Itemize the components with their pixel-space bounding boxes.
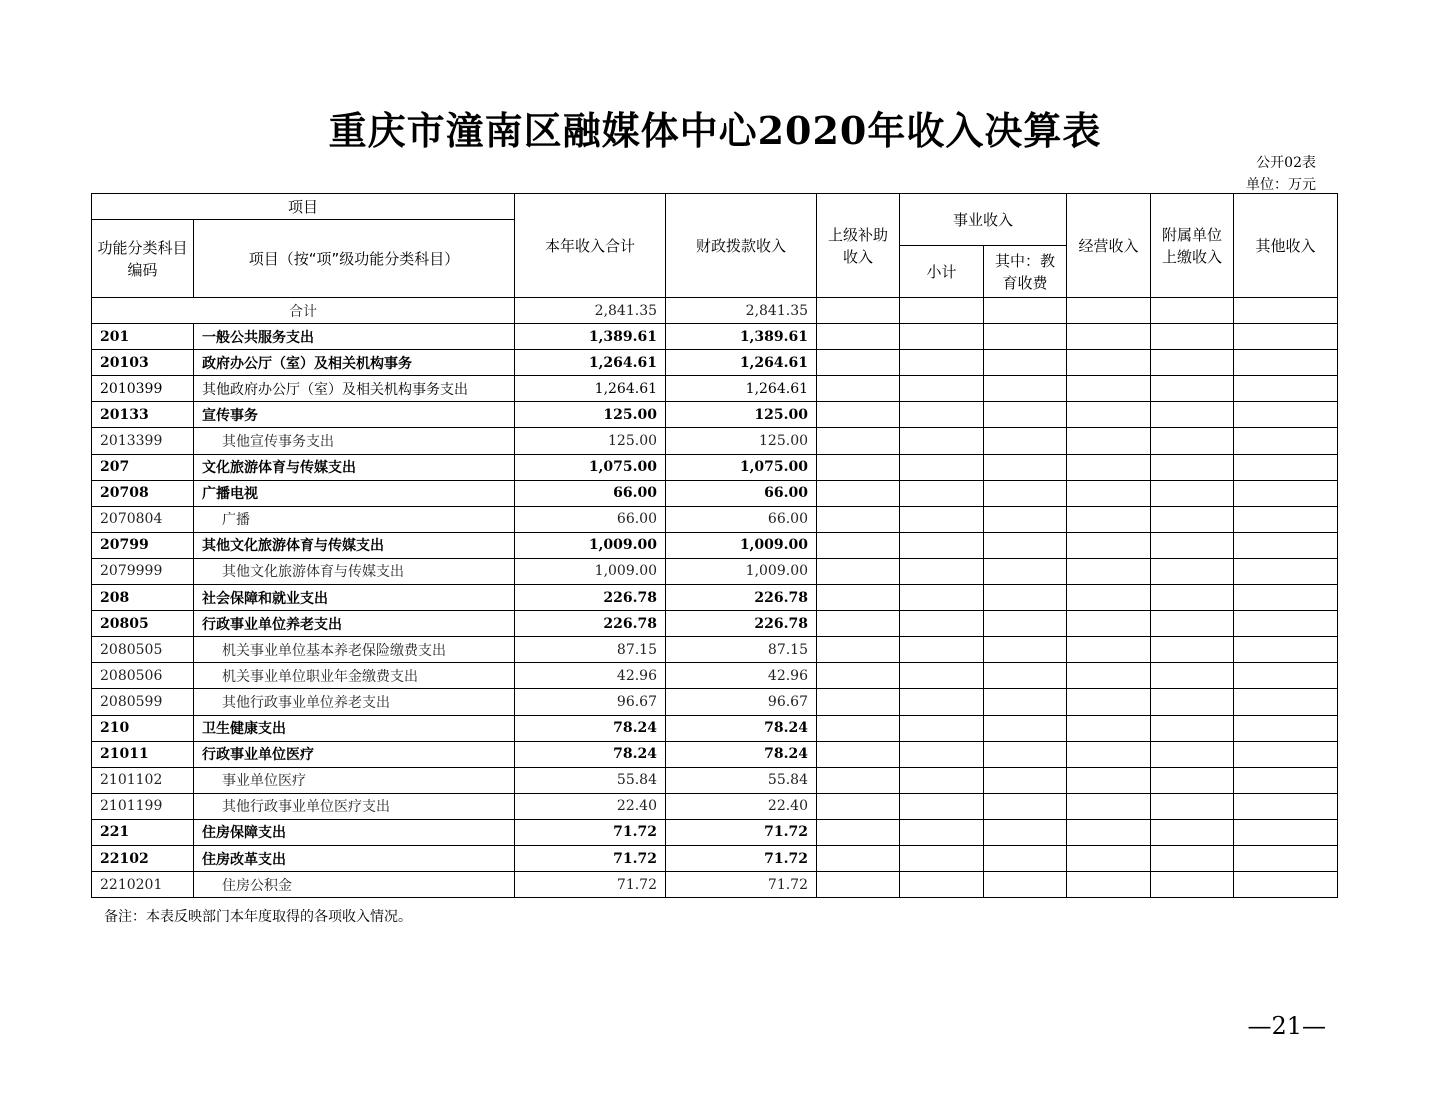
row-fiscal-allocation: 78.24 bbox=[666, 741, 817, 767]
table-row bbox=[92, 324, 1338, 350]
row-business-subtotal bbox=[900, 558, 984, 584]
row-operating-income bbox=[1067, 767, 1151, 793]
row-upper-subsidy bbox=[817, 428, 900, 454]
row-upper-subsidy bbox=[817, 585, 900, 611]
row-affiliated-income bbox=[1151, 350, 1234, 376]
row-name: 住房改革支出 bbox=[194, 845, 515, 871]
row-business-subtotal bbox=[900, 819, 984, 845]
row-name: 政府办公厅（室）及相关机构事务 bbox=[194, 350, 515, 376]
row-total-income: 66.00 bbox=[515, 506, 666, 532]
row-fiscal-allocation: 66.00 bbox=[666, 480, 817, 506]
row-education-fee bbox=[984, 689, 1067, 715]
row-affiliated-income bbox=[1151, 689, 1234, 715]
row-upper-subsidy bbox=[817, 741, 900, 767]
row-fiscal-allocation: 1,264.61 bbox=[666, 376, 817, 402]
row-operating-income bbox=[1067, 454, 1151, 480]
row-business-subtotal bbox=[900, 872, 984, 898]
row-fiscal-allocation: 87.15 bbox=[666, 637, 817, 663]
table-row bbox=[92, 506, 1338, 532]
table-row bbox=[92, 845, 1338, 871]
row-code: 2079999 bbox=[92, 558, 194, 584]
row-name: 文化旅游体育与传媒支出 bbox=[194, 454, 515, 480]
row-operating-income bbox=[1067, 324, 1151, 350]
page-title: 重庆市潼南区融媒体中心2020年收入决算表 bbox=[328, 108, 1102, 153]
row-business-subtotal bbox=[900, 637, 984, 663]
row-fiscal-allocation: 1,009.00 bbox=[666, 532, 817, 558]
row-other-income bbox=[1234, 689, 1338, 715]
row-operating-income bbox=[1067, 637, 1151, 663]
row-affiliated-income bbox=[1151, 767, 1234, 793]
row-operating-income bbox=[1067, 689, 1151, 715]
row-business-subtotal bbox=[900, 585, 984, 611]
row-operating-income bbox=[1067, 845, 1151, 871]
row-education-fee bbox=[984, 585, 1067, 611]
row-business-subtotal bbox=[900, 793, 984, 819]
header-fiscal-allocation: 财政拨款收入 bbox=[666, 194, 817, 298]
row-other-income bbox=[1234, 767, 1338, 793]
row-code: 20708 bbox=[92, 480, 194, 506]
row-code: 20799 bbox=[92, 532, 194, 558]
income-table bbox=[91, 193, 1338, 898]
row-upper-subsidy bbox=[817, 532, 900, 558]
row-upper-subsidy bbox=[817, 454, 900, 480]
row-name: 广播 bbox=[194, 506, 515, 532]
row-upper-subsidy bbox=[817, 480, 900, 506]
row-upper-subsidy bbox=[817, 819, 900, 845]
table-row bbox=[92, 532, 1338, 558]
table-row bbox=[92, 663, 1338, 689]
table-row bbox=[92, 454, 1338, 480]
table-row bbox=[92, 872, 1338, 898]
row-education-fee bbox=[984, 611, 1067, 637]
row-code: 221 bbox=[92, 819, 194, 845]
header-item-name: 项目（按“项”级功能分类科目） bbox=[194, 220, 515, 298]
table-body bbox=[92, 298, 1338, 898]
row-education-fee bbox=[984, 402, 1067, 428]
row-business-subtotal bbox=[900, 767, 984, 793]
row-affiliated-income bbox=[1151, 663, 1234, 689]
row-total-income: 55.84 bbox=[515, 767, 666, 793]
row-education-fee bbox=[984, 845, 1067, 871]
row-affiliated-income bbox=[1151, 872, 1234, 898]
table-row bbox=[92, 793, 1338, 819]
header-education-fee: 其中：教育收费 bbox=[984, 246, 1067, 298]
row-other-income bbox=[1234, 324, 1338, 350]
row-operating-income bbox=[1067, 480, 1151, 506]
row-code: 2010399 bbox=[92, 376, 194, 402]
row-other-income bbox=[1234, 532, 1338, 558]
row-affiliated-income bbox=[1151, 585, 1234, 611]
row-other-income bbox=[1234, 506, 1338, 532]
row-education-fee bbox=[984, 506, 1067, 532]
row-education-fee bbox=[984, 558, 1067, 584]
row-code: 20805 bbox=[92, 611, 194, 637]
row-total-income: 66.00 bbox=[515, 480, 666, 506]
row-name: 其他宣传事务支出 bbox=[194, 428, 515, 454]
row-affiliated-income bbox=[1151, 611, 1234, 637]
row-total-income: 22.40 bbox=[515, 793, 666, 819]
row-upper-subsidy bbox=[817, 298, 900, 324]
row-other-income bbox=[1234, 454, 1338, 480]
header-project: 项目 bbox=[92, 194, 515, 220]
row-fiscal-allocation: 66.00 bbox=[666, 506, 817, 532]
row-business-subtotal bbox=[900, 689, 984, 715]
row-upper-subsidy bbox=[817, 767, 900, 793]
row-operating-income bbox=[1067, 611, 1151, 637]
row-operating-income bbox=[1067, 506, 1151, 532]
row-other-income bbox=[1234, 845, 1338, 871]
header-affiliated-income: 附属单位上缴收入 bbox=[1151, 194, 1234, 298]
row-code: 207 bbox=[92, 454, 194, 480]
row-total-income: 42.96 bbox=[515, 663, 666, 689]
row-business-subtotal bbox=[900, 845, 984, 871]
row-code: 20133 bbox=[92, 402, 194, 428]
row-education-fee bbox=[984, 376, 1067, 402]
unit-label: 单位：万元 bbox=[1246, 177, 1316, 193]
row-affiliated-income bbox=[1151, 793, 1234, 819]
row-total-income: 71.72 bbox=[515, 819, 666, 845]
row-other-income bbox=[1234, 350, 1338, 376]
row-name: 卫生健康支出 bbox=[194, 715, 515, 741]
row-other-income bbox=[1234, 298, 1338, 324]
row-name: 其他政府办公厅（室）及相关机构事务支出 bbox=[194, 376, 515, 402]
row-business-subtotal bbox=[900, 428, 984, 454]
row-fiscal-allocation: 71.72 bbox=[666, 819, 817, 845]
row-affiliated-income bbox=[1151, 376, 1234, 402]
row-name: 宣传事务 bbox=[194, 402, 515, 428]
row-fiscal-allocation: 1,264.61 bbox=[666, 350, 817, 376]
row-fiscal-allocation: 226.78 bbox=[666, 611, 817, 637]
row-upper-subsidy bbox=[817, 637, 900, 663]
row-operating-income bbox=[1067, 715, 1151, 741]
row-total-income: 87.15 bbox=[515, 637, 666, 663]
row-upper-subsidy bbox=[817, 845, 900, 871]
row-total-income: 71.72 bbox=[515, 872, 666, 898]
row-code: 2210201 bbox=[92, 872, 194, 898]
row-code: 210 bbox=[92, 715, 194, 741]
row-affiliated-income bbox=[1151, 454, 1234, 480]
row-operating-income bbox=[1067, 558, 1151, 584]
row-other-income bbox=[1234, 793, 1338, 819]
row-other-income bbox=[1234, 376, 1338, 402]
row-name: 行政事业单位医疗 bbox=[194, 741, 515, 767]
row-total-income: 96.67 bbox=[515, 689, 666, 715]
table-row bbox=[92, 689, 1338, 715]
row-education-fee bbox=[984, 715, 1067, 741]
row-name: 机关事业单位基本养老保险缴费支出 bbox=[194, 637, 515, 663]
header-operating-income: 经营收入 bbox=[1067, 194, 1151, 298]
row-upper-subsidy bbox=[817, 350, 900, 376]
row-affiliated-income bbox=[1151, 741, 1234, 767]
header-total-income: 本年收入合计 bbox=[515, 194, 666, 298]
row-other-income bbox=[1234, 741, 1338, 767]
row-fiscal-allocation: 226.78 bbox=[666, 585, 817, 611]
row-other-income bbox=[1234, 585, 1338, 611]
row-other-income bbox=[1234, 480, 1338, 506]
row-fiscal-allocation: 71.72 bbox=[666, 872, 817, 898]
row-total-income: 125.00 bbox=[515, 428, 666, 454]
row-education-fee bbox=[984, 637, 1067, 663]
footnote: 备注：本表反映部门本年度取得的各项收入情况。 bbox=[104, 909, 412, 925]
row-code: 20103 bbox=[92, 350, 194, 376]
row-code: 21011 bbox=[92, 741, 194, 767]
row-affiliated-income bbox=[1151, 558, 1234, 584]
row-name: 广播电视 bbox=[194, 480, 515, 506]
row-other-income bbox=[1234, 558, 1338, 584]
row-upper-subsidy bbox=[817, 506, 900, 532]
row-affiliated-income bbox=[1151, 637, 1234, 663]
row-business-subtotal bbox=[900, 454, 984, 480]
row-operating-income bbox=[1067, 428, 1151, 454]
row-name: 住房保障支出 bbox=[194, 819, 515, 845]
row-total-income: 1,264.61 bbox=[515, 376, 666, 402]
row-education-fee bbox=[984, 480, 1067, 506]
row-affiliated-income bbox=[1151, 324, 1234, 350]
header-upper-subsidy: 上级补助收入 bbox=[817, 194, 900, 298]
row-code: 2080505 bbox=[92, 637, 194, 663]
row-operating-income bbox=[1067, 298, 1151, 324]
form-code: 公开02表 bbox=[1256, 155, 1316, 171]
row-fiscal-allocation: 22.40 bbox=[666, 793, 817, 819]
row-other-income bbox=[1234, 402, 1338, 428]
row-affiliated-income bbox=[1151, 532, 1234, 558]
row-education-fee bbox=[984, 793, 1067, 819]
row-total-income: 1,075.00 bbox=[515, 454, 666, 480]
row-total-income: 2,841.35 bbox=[515, 298, 666, 324]
row-code: 22102 bbox=[92, 845, 194, 871]
row-affiliated-income bbox=[1151, 298, 1234, 324]
row-name: 住房公积金 bbox=[194, 872, 515, 898]
row-total-income: 1,264.61 bbox=[515, 350, 666, 376]
row-total-income: 226.78 bbox=[515, 611, 666, 637]
row-fiscal-allocation: 78.24 bbox=[666, 715, 817, 741]
table-row bbox=[92, 298, 1338, 324]
row-fiscal-allocation: 1,389.61 bbox=[666, 324, 817, 350]
row-code: 2013399 bbox=[92, 428, 194, 454]
row-fiscal-allocation: 71.72 bbox=[666, 845, 817, 871]
row-name: 其他文化旅游体育与传媒支出 bbox=[194, 558, 515, 584]
row-business-subtotal bbox=[900, 532, 984, 558]
table-row bbox=[92, 819, 1338, 845]
row-fiscal-allocation: 42.96 bbox=[666, 663, 817, 689]
table-row bbox=[92, 402, 1338, 428]
row-other-income bbox=[1234, 663, 1338, 689]
row-affiliated-income bbox=[1151, 428, 1234, 454]
row-business-subtotal bbox=[900, 402, 984, 428]
row-operating-income bbox=[1067, 741, 1151, 767]
table-row bbox=[92, 376, 1338, 402]
row-upper-subsidy bbox=[817, 689, 900, 715]
row-business-subtotal bbox=[900, 350, 984, 376]
row-other-income bbox=[1234, 428, 1338, 454]
table-row bbox=[92, 428, 1338, 454]
row-education-fee bbox=[984, 819, 1067, 845]
row-name: 一般公共服务支出 bbox=[194, 324, 515, 350]
row-education-fee bbox=[984, 298, 1067, 324]
table-row bbox=[92, 585, 1338, 611]
row-total-income: 125.00 bbox=[515, 402, 666, 428]
row-business-subtotal bbox=[900, 480, 984, 506]
row-affiliated-income bbox=[1151, 402, 1234, 428]
row-education-fee bbox=[984, 872, 1067, 898]
row-name: 其他文化旅游体育与传媒支出 bbox=[194, 532, 515, 558]
row-upper-subsidy bbox=[817, 715, 900, 741]
row-total-income: 226.78 bbox=[515, 585, 666, 611]
row-code: 2070804 bbox=[92, 506, 194, 532]
row-affiliated-income bbox=[1151, 845, 1234, 871]
table-row bbox=[92, 611, 1338, 637]
row-name: 其他行政事业单位医疗支出 bbox=[194, 793, 515, 819]
row-upper-subsidy bbox=[817, 663, 900, 689]
row-education-fee bbox=[984, 741, 1067, 767]
row-code: 2080599 bbox=[92, 689, 194, 715]
row-upper-subsidy bbox=[817, 793, 900, 819]
row-name: 机关事业单位职业年金缴费支出 bbox=[194, 663, 515, 689]
row-business-subtotal bbox=[900, 663, 984, 689]
row-affiliated-income bbox=[1151, 715, 1234, 741]
row-other-income bbox=[1234, 872, 1338, 898]
header-business-income: 事业收入 bbox=[900, 194, 1067, 246]
row-business-subtotal bbox=[900, 298, 984, 324]
row-fiscal-allocation: 125.00 bbox=[666, 402, 817, 428]
row-name: 合计 bbox=[92, 298, 515, 324]
row-total-income: 71.72 bbox=[515, 845, 666, 871]
row-other-income bbox=[1234, 611, 1338, 637]
row-other-income bbox=[1234, 637, 1338, 663]
row-operating-income bbox=[1067, 350, 1151, 376]
row-total-income: 78.24 bbox=[515, 741, 666, 767]
row-operating-income bbox=[1067, 402, 1151, 428]
row-fiscal-allocation: 125.00 bbox=[666, 428, 817, 454]
row-fiscal-allocation: 55.84 bbox=[666, 767, 817, 793]
row-upper-subsidy bbox=[817, 558, 900, 584]
table-row bbox=[92, 480, 1338, 506]
row-operating-income bbox=[1067, 532, 1151, 558]
row-total-income: 1,009.00 bbox=[515, 558, 666, 584]
row-business-subtotal bbox=[900, 376, 984, 402]
row-other-income bbox=[1234, 715, 1338, 741]
row-operating-income bbox=[1067, 793, 1151, 819]
row-operating-income bbox=[1067, 819, 1151, 845]
row-upper-subsidy bbox=[817, 324, 900, 350]
row-total-income: 1,389.61 bbox=[515, 324, 666, 350]
row-business-subtotal bbox=[900, 324, 984, 350]
row-education-fee bbox=[984, 663, 1067, 689]
row-total-income: 1,009.00 bbox=[515, 532, 666, 558]
header-other-income: 其他收入 bbox=[1234, 194, 1338, 298]
row-code: 208 bbox=[92, 585, 194, 611]
row-operating-income bbox=[1067, 663, 1151, 689]
row-name: 其他行政事业单位养老支出 bbox=[194, 689, 515, 715]
row-operating-income bbox=[1067, 585, 1151, 611]
row-affiliated-income bbox=[1151, 819, 1234, 845]
row-fiscal-allocation: 1,075.00 bbox=[666, 454, 817, 480]
table-row bbox=[92, 558, 1338, 584]
row-code: 2080506 bbox=[92, 663, 194, 689]
row-operating-income bbox=[1067, 872, 1151, 898]
row-code: 201 bbox=[92, 324, 194, 350]
row-business-subtotal bbox=[900, 611, 984, 637]
row-business-subtotal bbox=[900, 506, 984, 532]
table-row bbox=[92, 741, 1338, 767]
row-code: 2101102 bbox=[92, 767, 194, 793]
row-name: 行政事业单位养老支出 bbox=[194, 611, 515, 637]
table-row bbox=[92, 637, 1338, 663]
row-upper-subsidy bbox=[817, 611, 900, 637]
header-subtotal: 小计 bbox=[900, 246, 984, 298]
row-total-income: 78.24 bbox=[515, 715, 666, 741]
row-affiliated-income bbox=[1151, 480, 1234, 506]
row-education-fee bbox=[984, 350, 1067, 376]
page-number: —21— bbox=[1247, 1012, 1326, 1040]
table-row bbox=[92, 350, 1338, 376]
row-education-fee bbox=[984, 767, 1067, 793]
row-education-fee bbox=[984, 454, 1067, 480]
row-name: 社会保障和就业支出 bbox=[194, 585, 515, 611]
row-education-fee bbox=[984, 532, 1067, 558]
row-operating-income bbox=[1067, 376, 1151, 402]
row-upper-subsidy bbox=[817, 402, 900, 428]
row-code: 2101199 bbox=[92, 793, 194, 819]
row-upper-subsidy bbox=[817, 872, 900, 898]
row-education-fee bbox=[984, 428, 1067, 454]
row-fiscal-allocation: 96.67 bbox=[666, 689, 817, 715]
table-row bbox=[92, 767, 1338, 793]
row-education-fee bbox=[984, 324, 1067, 350]
header-func-code: 功能分类科目编码 bbox=[92, 220, 194, 298]
row-affiliated-income bbox=[1151, 506, 1234, 532]
row-upper-subsidy bbox=[817, 376, 900, 402]
row-fiscal-allocation: 1,009.00 bbox=[666, 558, 817, 584]
row-business-subtotal bbox=[900, 715, 984, 741]
row-fiscal-allocation: 2,841.35 bbox=[666, 298, 817, 324]
table-row bbox=[92, 715, 1338, 741]
row-name: 事业单位医疗 bbox=[194, 767, 515, 793]
row-other-income bbox=[1234, 819, 1338, 845]
row-business-subtotal bbox=[900, 741, 984, 767]
